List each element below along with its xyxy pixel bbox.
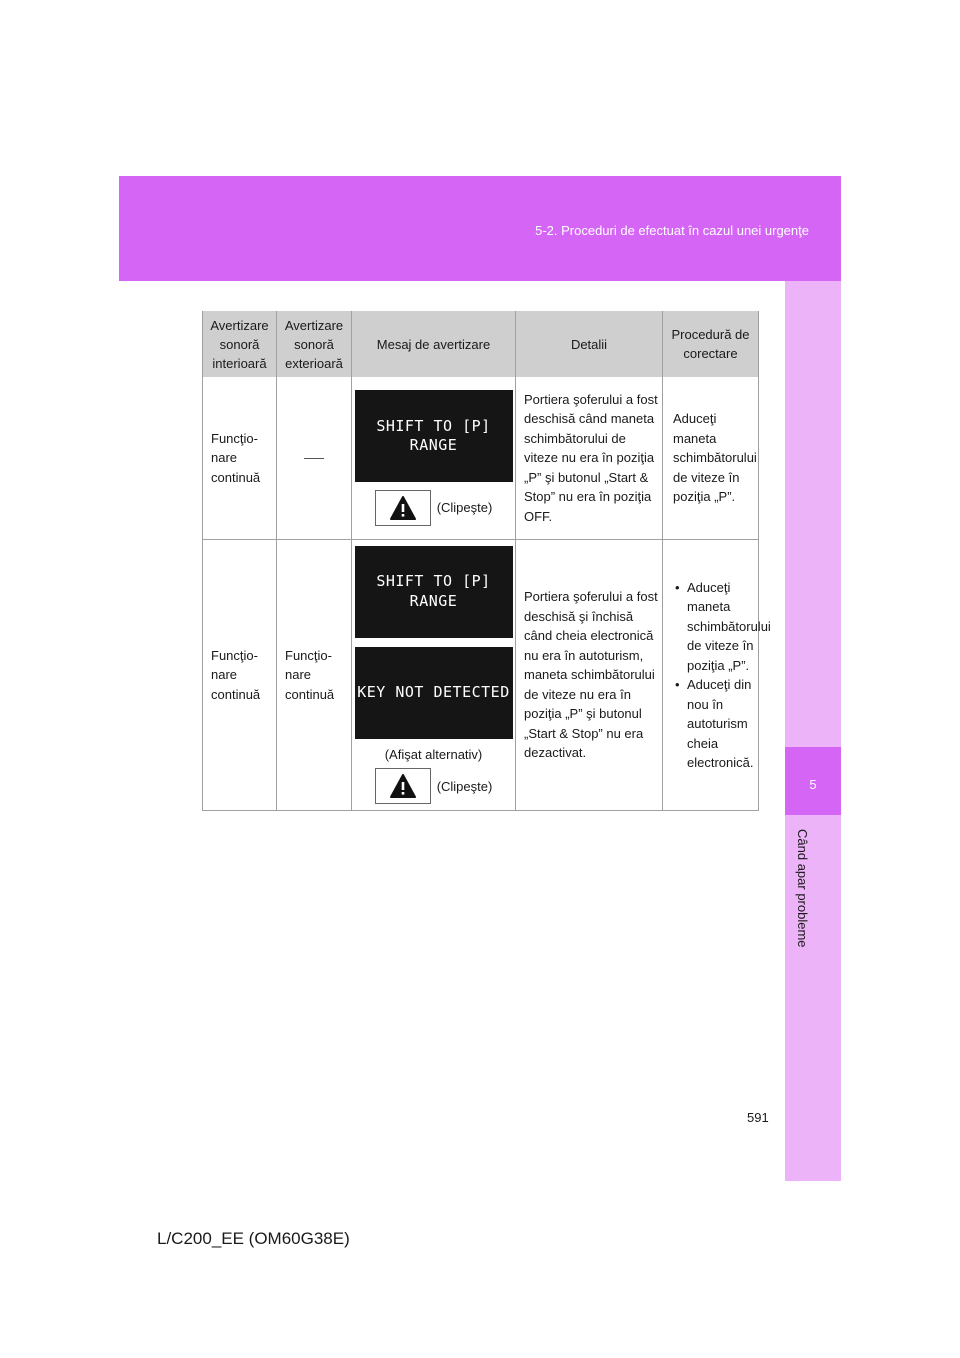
exterior-buzzer-cell — [277, 377, 352, 540]
blink-label: (Clipeşte) — [436, 778, 493, 794]
header-interior-buzzer: Avertizare sonoră interioară — [203, 311, 277, 377]
procedure-cell — [663, 540, 771, 811]
exterior-buzzer-cell — [277, 540, 352, 811]
chapter-side-tab[interactable] — [785, 281, 841, 1181]
table-header-row — [203, 311, 759, 377]
message-display — [355, 647, 513, 739]
footer-code: L/C200_EE (OM60G38E) — [157, 1229, 350, 1248]
message-text: SHIFT TO [P] RANGE — [376, 572, 491, 610]
list-item: • Aduceţi din nou în autoturism cheia electronică. — [673, 675, 758, 773]
section-header-band — [119, 176, 841, 281]
page-number: 591 — [747, 1110, 769, 1125]
header-exterior-buzzer: Avertizare sonoră exterioară — [277, 311, 352, 377]
header-procedure: Procedură de corectare — [663, 311, 759, 377]
details-cell: Portiera şoferului a fost deschisă şi închisă când cheia electronică nu era în autoturism, maneta schimbătorului de viteze nu era în poziţia „P” şi butonul „Start & Stop” nu era dezactivat. — [516, 540, 663, 811]
procedure-cell: Aduceţi maneta schimbătorului de viteze în poziţia „P”. — [663, 377, 759, 540]
blink-label: (Clipeşte) — [436, 500, 493, 516]
interior-buzzer-value: Funcţio- nare continuă — [211, 647, 261, 702]
table-row — [203, 377, 759, 540]
section-title: 5-2. Proceduri de efectuat în cazul unei urgenţe — [535, 223, 809, 238]
warning-triangle-icon — [375, 490, 431, 526]
chapter-number-marker — [785, 747, 841, 815]
warning-table — [202, 311, 771, 811]
list-item: • Aduceţi maneta schimbătorului de viteze în poziţia „P”. — [673, 578, 758, 676]
table-row — [203, 540, 759, 811]
exterior-buzzer-value: Funcţio- nare continuă — [285, 647, 335, 702]
warning-message-cell — [352, 377, 516, 540]
alternating-label: (Afişat alternativ) — [384, 746, 483, 762]
no-buzzer-dash — [304, 458, 324, 459]
chapter-title: Când apar probleme — [795, 829, 810, 948]
chapter-number: 5 — [809, 777, 817, 792]
message-text: KEY NOT DETECTED — [357, 683, 510, 701]
message-display — [355, 546, 513, 638]
interior-buzzer-value: Funcţio- nare continuă — [211, 430, 261, 485]
interior-buzzer-cell — [203, 377, 277, 540]
blink-indicator — [352, 490, 515, 526]
header-details: Detalii — [516, 311, 663, 377]
message-text: SHIFT TO [P] RANGE — [376, 416, 491, 454]
warning-triangle-icon — [375, 768, 431, 804]
blink-indicator — [352, 768, 515, 804]
details-cell: Portiera şoferului a fost deschisă când maneta schimbătorului de viteze nu era în poziţia „P” şi butonul „Start & Stop” nu era în poziţia OFF. — [516, 377, 663, 540]
header-warning-message: Mesaj de avertizare — [352, 311, 516, 377]
procedure-list — [673, 578, 771, 773]
interior-buzzer-cell — [203, 540, 277, 811]
message-display — [355, 390, 513, 482]
warning-message-cell — [352, 540, 516, 811]
